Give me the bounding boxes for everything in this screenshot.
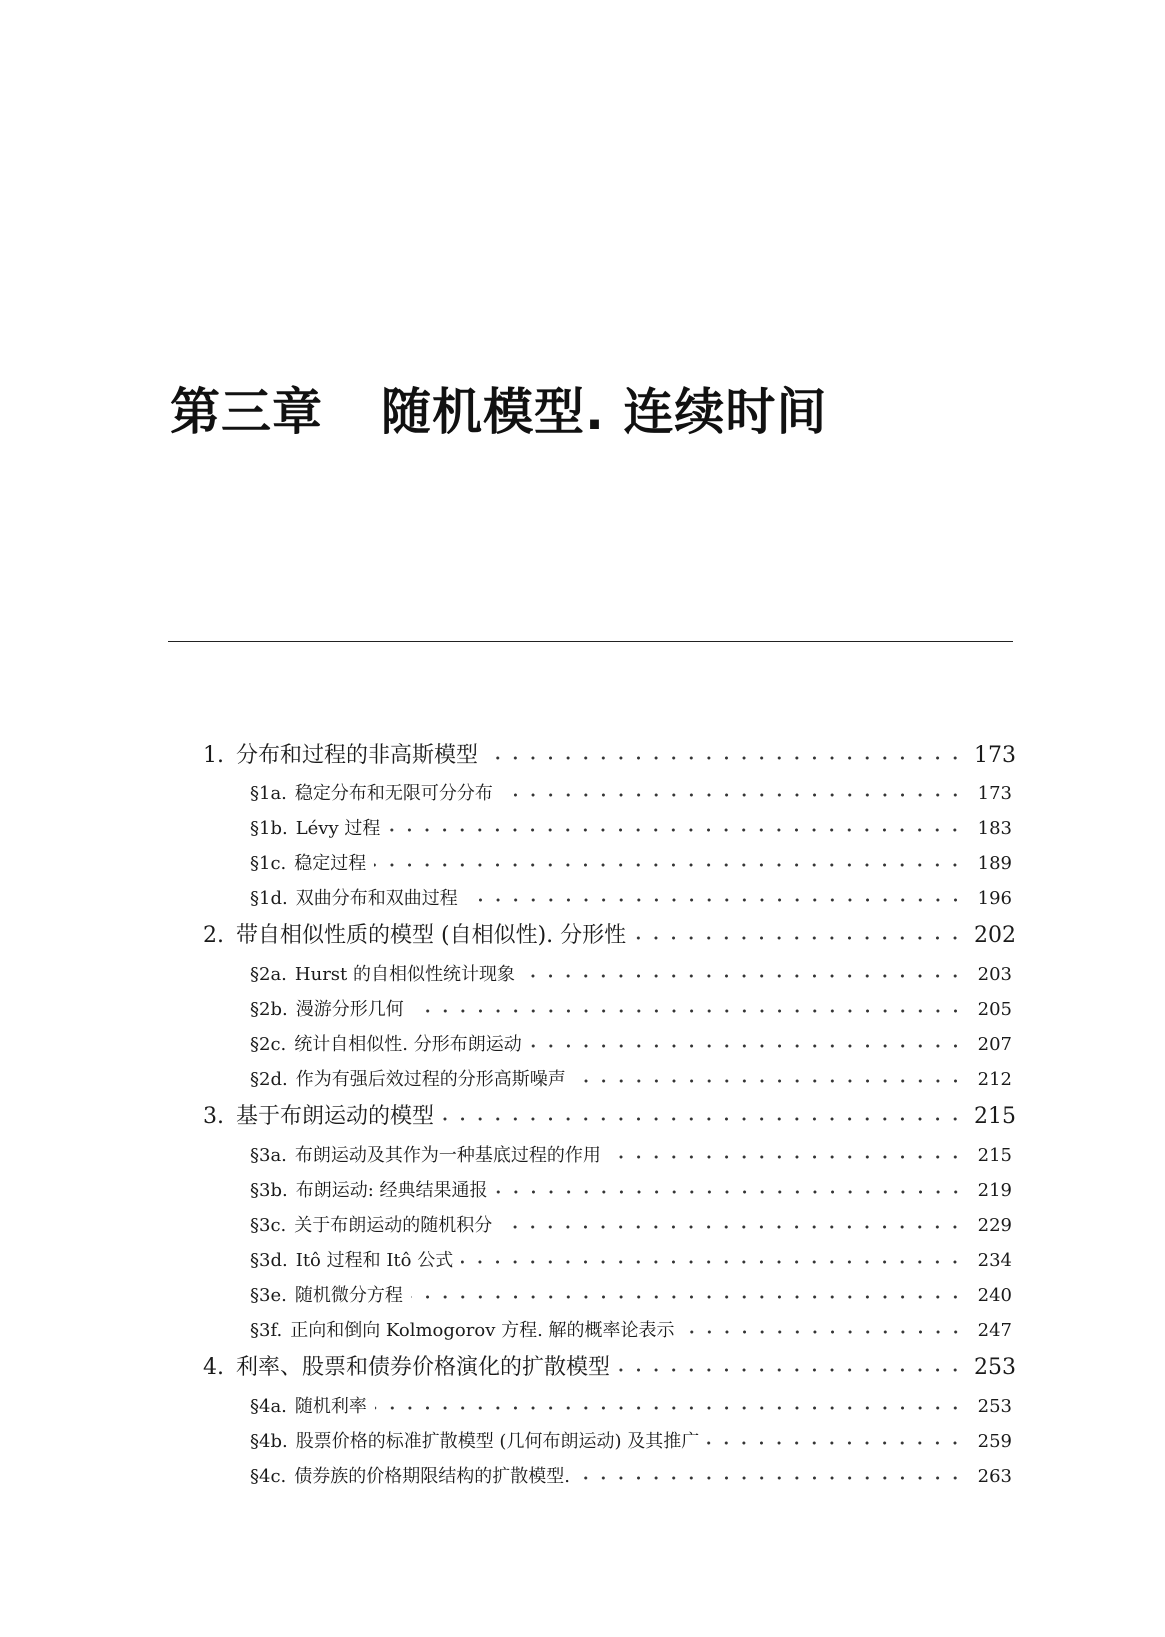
entry-page: 247 xyxy=(977,1320,1012,1341)
entry-title: 基于布朗运动的模型 xyxy=(236,1104,435,1129)
entry-number: §4a. xyxy=(250,1396,287,1417)
entry-page: 183 xyxy=(977,818,1012,839)
entry-title: 分布和过程的非高斯模型 xyxy=(236,743,479,768)
entry-page: 189 xyxy=(977,853,1012,874)
entry-number: §2c. xyxy=(250,1034,287,1055)
entry-page: 229 xyxy=(977,1215,1012,1236)
toc-section-entry[interactable] xyxy=(250,995,1012,1025)
entry-number: §2b. xyxy=(250,999,288,1020)
entry-page: 219 xyxy=(977,1180,1012,1201)
dot-leader xyxy=(375,1404,964,1412)
toc-section-entry[interactable] xyxy=(250,1246,1012,1276)
dot-leader xyxy=(461,1258,964,1266)
dot-leader xyxy=(500,1223,964,1231)
entry-page: 196 xyxy=(977,888,1012,909)
entry-title: 漫游分形几何 xyxy=(295,999,404,1020)
entry-page: 215 xyxy=(977,1145,1012,1166)
entry-page: 263 xyxy=(977,1466,1012,1487)
dot-leader xyxy=(496,1188,965,1196)
entry-title: 随机微分方程 xyxy=(294,1285,403,1306)
dot-leader xyxy=(707,1439,964,1447)
entry-title: 布朗运动及其作为一种基底过程的作用 xyxy=(294,1145,601,1166)
dot-leader xyxy=(374,861,964,869)
entry-page: 205 xyxy=(977,999,1012,1020)
dot-leader xyxy=(523,972,964,980)
toc-section-entry[interactable] xyxy=(250,884,1012,914)
entry-page: 259 xyxy=(977,1431,1012,1452)
dot-leader xyxy=(501,791,964,799)
toc-section-entry[interactable] xyxy=(250,1462,1012,1492)
dot-leader xyxy=(609,1153,964,1161)
entry-title: 股票价格的标准扩散模型 (几何布朗运动) 及其推广 xyxy=(295,1431,700,1452)
entry-title: 稳定过程 xyxy=(294,853,367,874)
entry-page: 215 xyxy=(974,1104,1016,1129)
entry-title: 关于布朗运动的随机积分 xyxy=(294,1215,493,1236)
entry-number: 4. xyxy=(203,1355,224,1380)
entry-page: 253 xyxy=(974,1355,1016,1380)
entry-number: §3a. xyxy=(250,1145,287,1166)
dot-leader xyxy=(411,1293,964,1301)
entry-page: 173 xyxy=(974,743,1016,768)
entry-number: §3f. xyxy=(250,1320,283,1341)
dot-leader xyxy=(442,1115,964,1123)
entry-page: 234 xyxy=(977,1250,1012,1271)
entry-page: 253 xyxy=(977,1396,1012,1417)
toc-section-entry[interactable] xyxy=(250,814,1012,844)
entry-page: 212 xyxy=(977,1069,1012,1090)
entry-number: §3d. xyxy=(250,1250,288,1271)
toc-section-entry[interactable] xyxy=(250,1392,1012,1422)
dot-leader xyxy=(530,1042,964,1050)
entry-number: §3e. xyxy=(250,1285,287,1306)
entry-number: §3c. xyxy=(250,1215,287,1236)
entry-number: §1c. xyxy=(250,853,287,874)
toc-section-entry[interactable] xyxy=(250,1211,1012,1241)
toc-section-entry[interactable] xyxy=(250,1281,1012,1311)
toc-section-entry[interactable] xyxy=(250,1030,1012,1060)
entry-title: 债券族的价格期限结构的扩散模型. xyxy=(294,1466,570,1487)
dot-leader xyxy=(388,826,964,834)
dot-leader xyxy=(618,1366,964,1374)
toc-section-entry[interactable] xyxy=(250,1316,1012,1346)
entry-number: §2a. xyxy=(250,964,287,985)
entry-title: 正向和倒向 Kolmogorov 方程. 解的概率论表示 xyxy=(290,1320,675,1341)
dot-leader xyxy=(412,1007,964,1015)
toc-section-entry[interactable] xyxy=(250,1176,1012,1206)
entry-title: 带自相似性质的模型 (自相似性). 分形性 xyxy=(236,923,627,948)
toc-chapter-entry[interactable] xyxy=(203,921,1016,951)
entry-title: 稳定分布和无限可分分布 xyxy=(294,783,493,804)
dot-leader xyxy=(634,934,964,942)
toc-chapter-entry[interactable] xyxy=(203,741,1016,771)
toc-section-entry[interactable] xyxy=(250,960,1012,990)
entry-title: 布朗运动: 经典结果通报 xyxy=(295,1180,488,1201)
entry-number: 1. xyxy=(203,743,224,768)
toc-section-entry[interactable] xyxy=(250,1427,1012,1457)
entry-page: 203 xyxy=(977,964,1012,985)
toc-section-entry[interactable] xyxy=(250,1141,1012,1171)
entry-number: §2d. xyxy=(250,1069,288,1090)
entry-number: §3b. xyxy=(250,1180,288,1201)
entry-number: §1d. xyxy=(250,888,288,909)
dot-leader xyxy=(574,1077,964,1085)
entry-page: 173 xyxy=(977,783,1012,804)
entry-page: 202 xyxy=(974,923,1016,948)
toc-section-entry[interactable] xyxy=(250,849,1012,879)
toc-section-entry[interactable] xyxy=(250,779,1012,809)
entry-number: 3. xyxy=(203,1104,224,1129)
chapter-name: 随机模型. 连续时间 xyxy=(381,383,828,441)
entry-page: 240 xyxy=(977,1285,1012,1306)
entry-number: §4b. xyxy=(250,1431,288,1452)
dot-leader xyxy=(683,1328,964,1336)
title-divider xyxy=(168,641,1013,642)
entry-title: Hurst 的自相似性统计现象 xyxy=(294,964,515,985)
entry-number: §1a. xyxy=(250,783,287,804)
toc-chapter-entry[interactable] xyxy=(203,1353,1016,1383)
chapter-title xyxy=(170,372,827,444)
entry-title: 统计自相似性. 分形布朗运动 xyxy=(294,1034,522,1055)
toc-section-entry[interactable] xyxy=(250,1065,1012,1095)
entry-title: 随机利率 xyxy=(294,1396,367,1417)
entry-page: 207 xyxy=(977,1034,1012,1055)
entry-title: 作为有强后效过程的分形高斯噪声 xyxy=(295,1069,566,1090)
entry-number: §1b. xyxy=(250,818,288,839)
entry-title: Itô 过程和 Itô 公式 xyxy=(295,1250,454,1271)
toc-chapter-entry[interactable] xyxy=(203,1102,1016,1132)
entry-title: 双曲分布和双曲过程 xyxy=(295,888,458,909)
dot-leader xyxy=(578,1474,964,1482)
entry-number: 2. xyxy=(203,923,224,948)
dot-leader xyxy=(486,754,964,762)
entry-number: §4c. xyxy=(250,1466,287,1487)
dot-leader xyxy=(466,896,964,904)
entry-title: Lévy 过程 xyxy=(295,818,381,839)
chapter-number: 第三章 xyxy=(170,383,323,441)
entry-title: 利率、股票和债券价格演化的扩散模型 xyxy=(236,1355,611,1380)
